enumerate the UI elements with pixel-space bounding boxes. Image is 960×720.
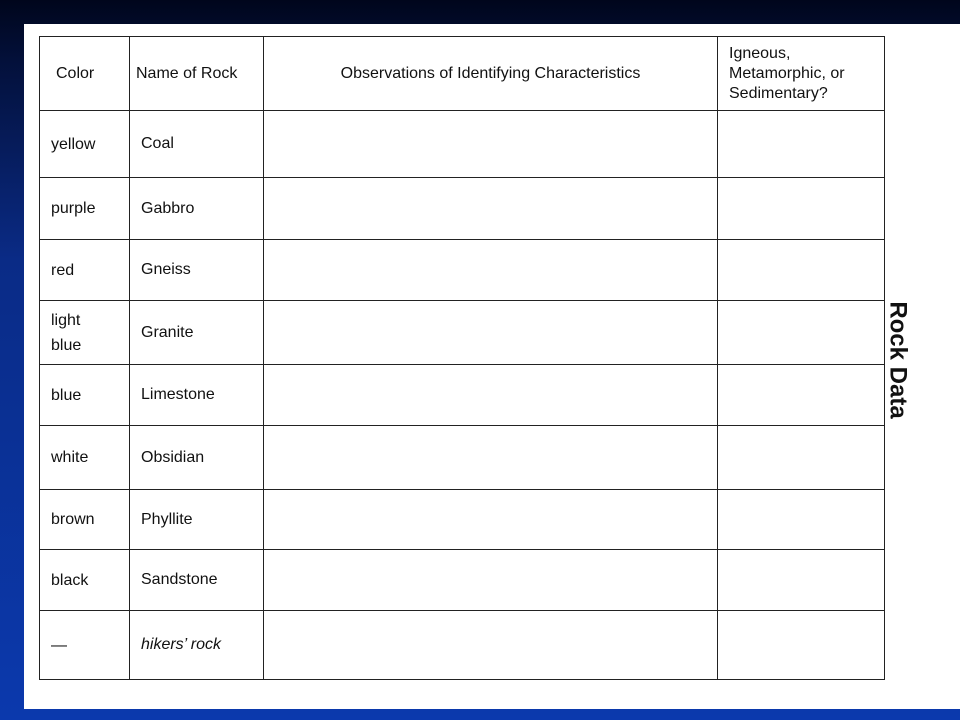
rock-name-cell: Sandstone bbox=[130, 550, 264, 611]
table-row bbox=[40, 611, 885, 680]
observations-cell[interactable] bbox=[264, 426, 718, 490]
color-cell: white bbox=[40, 426, 130, 490]
classification-cell[interactable] bbox=[718, 365, 885, 426]
table-row bbox=[40, 240, 885, 301]
classification-cell[interactable] bbox=[718, 111, 885, 178]
observations-cell[interactable] bbox=[264, 111, 718, 178]
observations-cell[interactable] bbox=[264, 178, 718, 240]
header-classification: Igneous, Metamorphic, or Sedimentary? bbox=[718, 37, 885, 111]
observations-cell[interactable] bbox=[264, 611, 718, 680]
table-row bbox=[40, 490, 885, 550]
observations-cell[interactable] bbox=[264, 550, 718, 611]
rock-name-cell: hikers’ rock bbox=[130, 611, 264, 680]
classification-cell[interactable] bbox=[718, 490, 885, 550]
classification-cell[interactable] bbox=[718, 301, 885, 365]
color-cell: — bbox=[40, 611, 130, 680]
color-text: light blue bbox=[51, 311, 82, 354]
rock-name-cell: Granite bbox=[130, 301, 264, 365]
color-cell: yellow bbox=[40, 111, 130, 178]
classification-cell[interactable] bbox=[718, 550, 885, 611]
rock-name-cell: Obsidian bbox=[130, 426, 264, 490]
classification-cell[interactable] bbox=[718, 426, 885, 490]
rock-data-table bbox=[39, 36, 885, 680]
color-cell: red bbox=[40, 240, 130, 301]
color-cell: blue bbox=[40, 365, 130, 426]
table-row bbox=[40, 426, 885, 490]
table-row bbox=[40, 111, 885, 178]
header-observations: Observations of Identifying Characteristics bbox=[264, 37, 718, 111]
table-row bbox=[40, 178, 885, 240]
color-cell: purple bbox=[40, 178, 130, 240]
rock-name-cell: Coal bbox=[130, 111, 264, 178]
worksheet-page bbox=[24, 24, 960, 709]
color-cell: black bbox=[40, 550, 130, 611]
rock-name-cell: Gabbro bbox=[130, 178, 264, 240]
table-row bbox=[40, 550, 885, 611]
page-title-text: Rock Data bbox=[885, 301, 912, 419]
rock-name-cell: Phyllite bbox=[130, 490, 264, 550]
color-cell: brown bbox=[40, 490, 130, 550]
observations-cell[interactable] bbox=[264, 301, 718, 365]
table-row bbox=[40, 365, 885, 426]
observations-cell[interactable] bbox=[264, 490, 718, 550]
page-title bbox=[868, 280, 928, 440]
rock-name-cell: Limestone bbox=[130, 365, 264, 426]
classification-cell[interactable] bbox=[718, 240, 885, 301]
header-name-of-rock: Name of Rock bbox=[130, 37, 264, 111]
header-color: Color bbox=[40, 37, 130, 111]
header-row bbox=[40, 37, 885, 111]
observations-cell[interactable] bbox=[264, 365, 718, 426]
rock-name-cell: Gneiss bbox=[130, 240, 264, 301]
observations-cell[interactable] bbox=[264, 240, 718, 301]
color-cell bbox=[40, 301, 130, 365]
classification-cell[interactable] bbox=[718, 178, 885, 240]
table-row bbox=[40, 301, 885, 365]
classification-cell[interactable] bbox=[718, 611, 885, 680]
